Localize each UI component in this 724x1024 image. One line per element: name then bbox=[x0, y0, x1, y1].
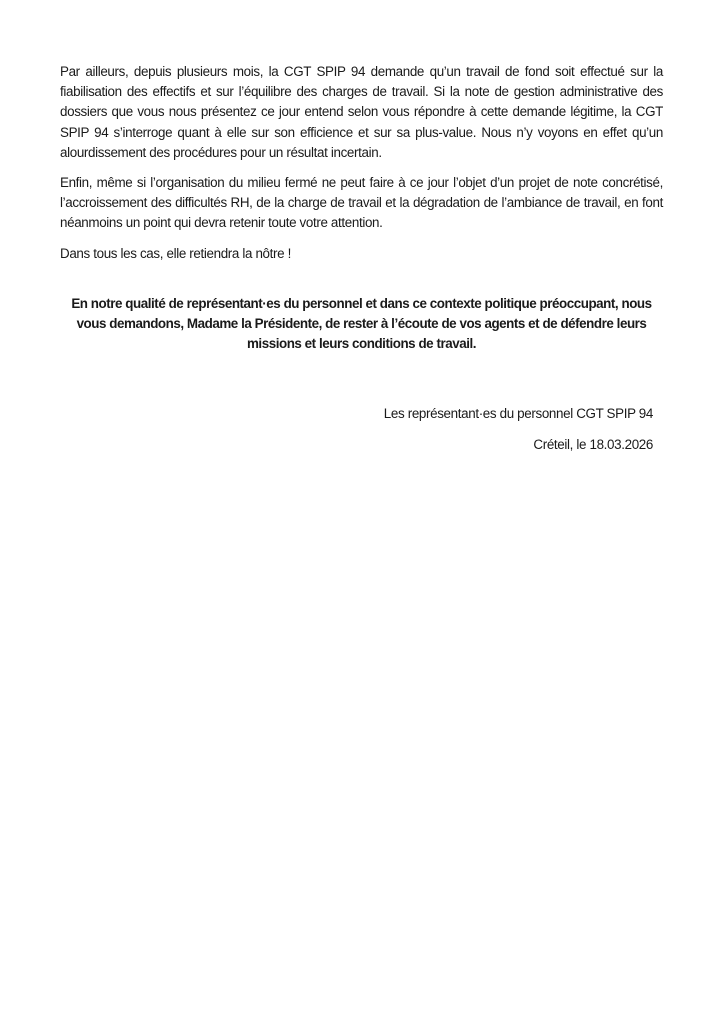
signature-block bbox=[60, 404, 663, 454]
paragraph-workload: Par ailleurs, depuis plusieurs mois, la CGT SPIP 94 demande qu’un travail de fond soit effectué sur la fiabilisation des effectifs et sur l’équilibre des charges de travail. Si la note de gestion administrative des dossiers que vous nous présentez ce jour entend selon vous répondre à cette demande légitime, la CGT SPIP 94 s’interroge quant à elle sur son efficience et sur sa plus-value. Nous n’y voyons en effet qu’un alourdissement des procédures pour un résultat incertain. bbox=[60, 64, 663, 160]
paragraph-closed-environment: Enfin, même si l’organisation du milieu fermé ne peut faire à ce jour l’objet d’un projet de note concrétisé, l’accroissement des difficultés RH, de la charge de travail et la dégradation de l’ambiance de travail, en font néanmoins un point qui devra retenir toute votre attention. bbox=[60, 175, 663, 231]
signature-author: Les représentant·es du personnel CGT SPIP 94 bbox=[383, 406, 653, 422]
paragraph-attention: Dans tous les cas, elle retiendra la nôtre ! bbox=[60, 245, 291, 261]
signature-place-date: Créteil, le 18.03.2026 bbox=[533, 436, 653, 452]
conclusion-statement: En notre qualité de représentant·es du personnel et dans ce contexte politique préoccupant, nous vous demandons, Madame la Présidente, de rester à l’écoute de vos agents et de défendre leurs missions et leurs conditions de travail. bbox=[71, 295, 652, 352]
document-page bbox=[60, 62, 663, 465]
